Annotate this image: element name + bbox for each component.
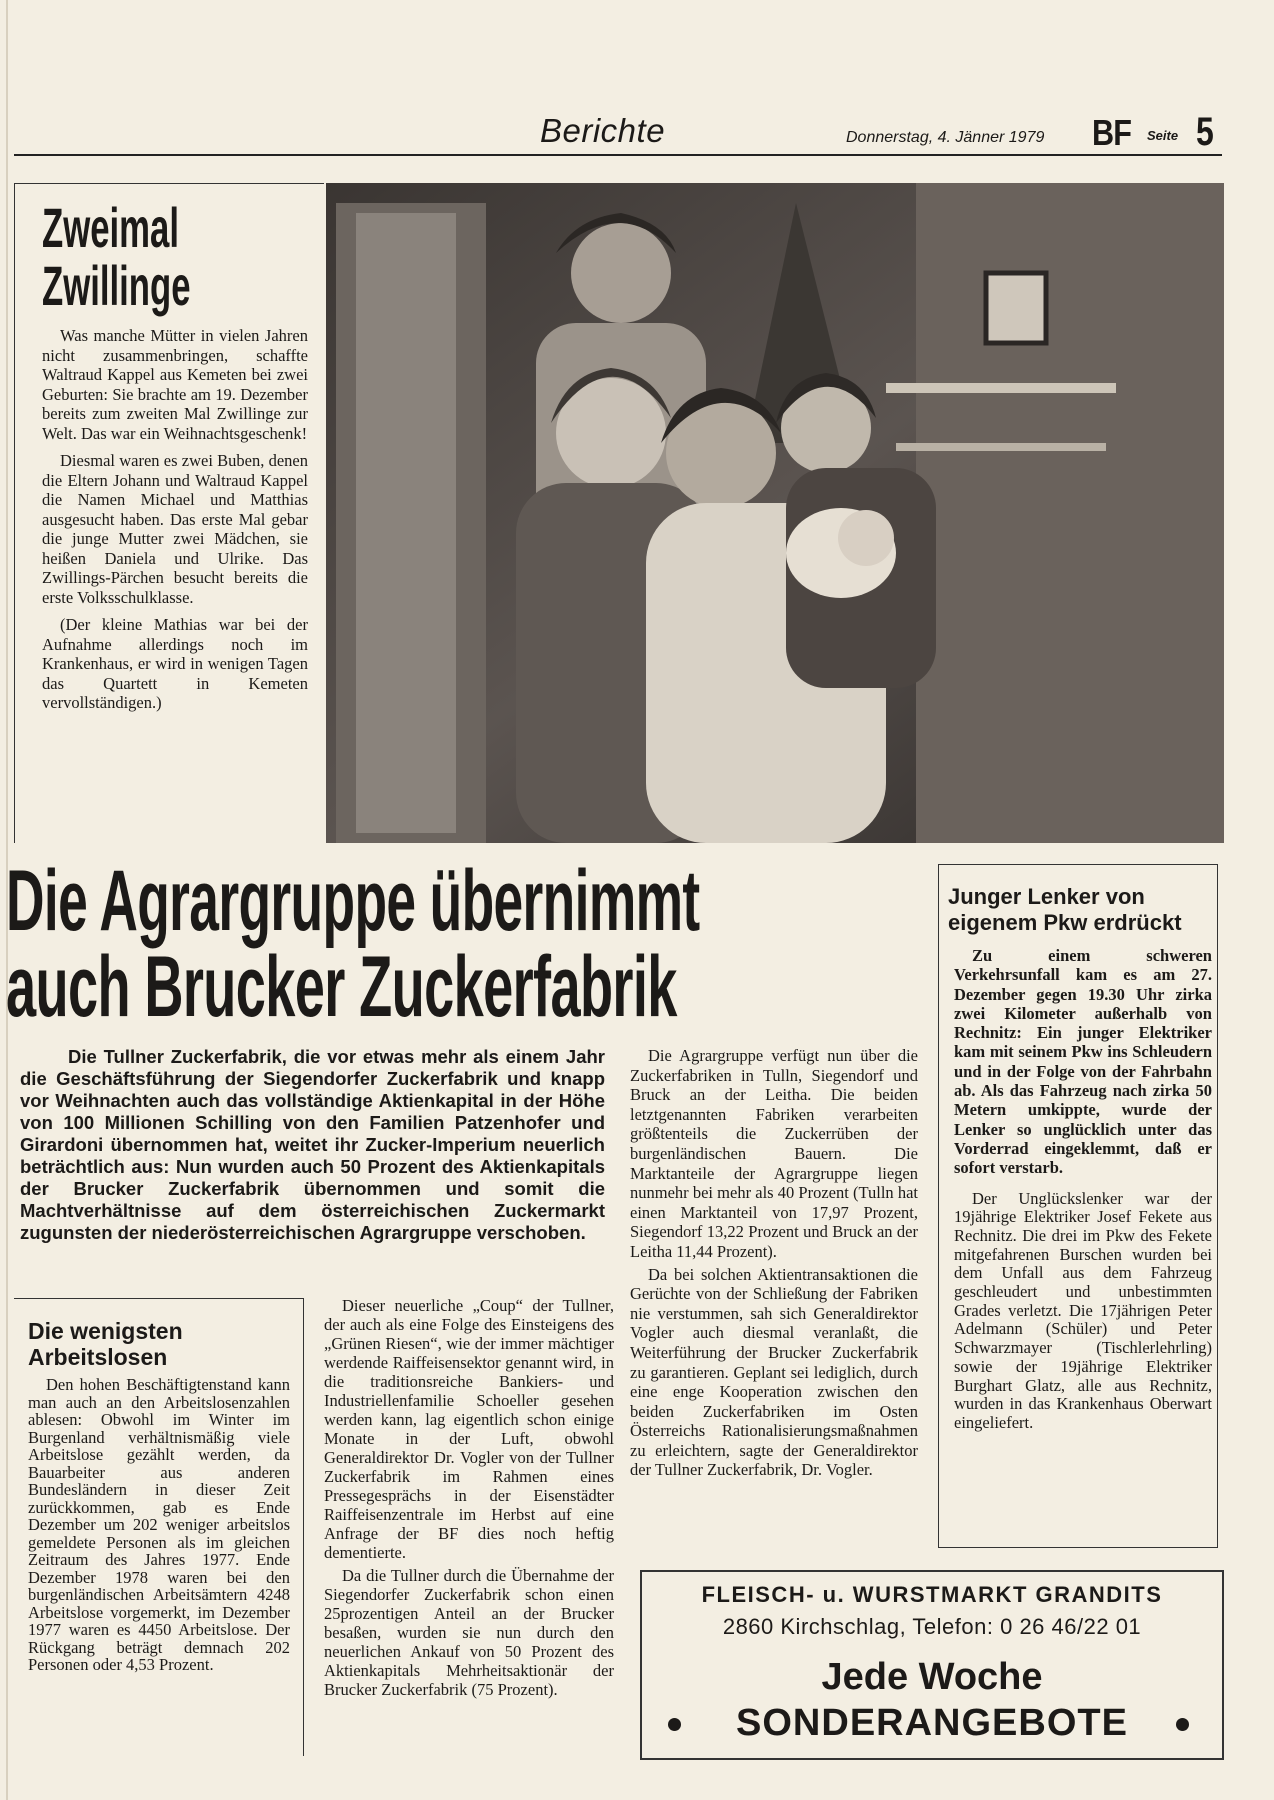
jobless-headline-2: Arbeitslosen <box>28 1344 168 1370</box>
ad-weekly: Jede Woche <box>821 1656 1043 1698</box>
ad-specials: SONDERANGEBOTE <box>736 1702 1128 1744</box>
twins-paragraph: Was manche Mütter in vielen Jahren nicht zusammenbringen, schaffte Waltraud Kappel aus Kemeten bei zwei Geburten: Sie brachte am 19. Dezember bereits zum zweiten Mal Zwillinge zur Welt. Das war ein Weihnachtsgeschenk! <box>42 326 308 443</box>
sugar-paragraph: Die Agrargruppe verfügt nun über die Zuckerfabriken in Tulln, Siegendorf und Bruck an der Leitha. Die beiden letztgenannten Fabriken verarbeiten größtenteils die Zuckerrüben der burgenländischen Bauern. Die Marktanteile der Agrargruppe liegen nunmehr bei mehr als 40 Prozent (Tulln hat einen Marktanteil von 17,97 Prozent, Siegendorf 13,22 Prozent und Bruck an der Leitha 11,44 Prozent). <box>630 1046 918 1261</box>
jobless-text <box>28 1376 290 1674</box>
twins-headline-1: Zweimal <box>42 196 180 259</box>
jobless-headline-1: Die wenigsten <box>28 1318 183 1344</box>
accident-paragraph: Der Unglückslenker war der 19jährige Elektriker Josef Fekete aus Rechnitz. Die drei im Pkw des Fekete mitgefahrenen Burschen wurden bei dem Unfall aus dem Fahrzeug geschleudert und unbestimmten Grades verletzt. Die 17jährigen Peter Adelmann (Schüler) und Peter Schwarzmayer (Tischlerlehrling) sowie der 19jährige Elektriker Burghart Glatz, alle aus Rechnitz, wurden in das Krankenhaus Oberwart eingeliefert. <box>954 1188 1212 1432</box>
accident-text <box>954 946 1212 1433</box>
twins-headline-2: Zwillinge <box>42 254 191 317</box>
sugar-paragraph: Dieser neuerliche „Coup“ der Tullner, der auch als eine Folge des Einsteigens des „Grünen Riesen“, wie der immer mächtiger werdende Raiffeisensektor genannt wird, in die traditionsreiche Bankiers- und Industriellenfamilie Schoeller gesehen werden kann, lag eigentlich schon einige Monate in der Luft, obwohl Generaldirektor Dr. Vogler von der Tullner Zuckerfabrik im Rahmen eines Pressegesprächs in der Eisenstädter Raiffeisenzentrale im Herbst auf eine Anfrage der BF dies noch heftig dementierte. <box>324 1296 614 1562</box>
seite-label: Seite <box>1147 128 1179 143</box>
ad-address: 2860 Kirchschlag, Telefon: 0 26 46/22 01 <box>722 1614 1142 1639</box>
jobless-paragraph: Den hohen Beschäftigtenstand kann man auch an den Arbeitslosenzahlen ablesen: Obwohl im Winter im Burgenland verhältnismäßig viele Arbeitslose gezählt werden, da Bauarbeiter aus anderen Bundesländern in dieser Zeit zurückkommen, gab es Ende Dezember um 202 weniger arbeitslos gemeldete Personen als im gleichen Zeitraum des Jahres 1977. Ende Dezember 1978 waren bei den burgenländischen Arbeitsämtern 4248 Arbeitslose vorgemerkt, im Dezember 1977 waren es 4450 Arbeitslose. Der Rückgang beträgt demnach 202 Personen oder 4,53 Prozent. <box>28 1375 290 1674</box>
sugar-headline-1: Die Agrargruppe übernimmt <box>6 853 700 949</box>
sugar-paragraph: Da bei solchen Aktientransaktionen die Gerüchte von der Schließung der Fabriken nie verstummen, sah sich Generaldirektor Vogler auch diesmal veranlaßt, die Weiterführung der Brucker Zuckerfabrik zu garantieren. Geplant sei lediglich, durch eine enge Kooperation zwischen den beiden Zuckerfabriken im Osten Österreichs Rationalisierungsmaßnahmen zu erleichtern, sagte der Generaldirektor der Tullner Zuckerfabrik, Dr. Vogler. <box>630 1264 918 1480</box>
twins-paragraph: (Der kleine Mathias war bei der Aufnahme allerdings noch im Krankenhaus, er wird in wenigen Tagen das Quartett in Kemeten vervollständigen.) <box>42 615 308 712</box>
ad-shop-name: FLEISCH- u. WURSTMARKT GRANDITS <box>701 1582 1163 1607</box>
paper-logo: BF <box>1092 112 1132 153</box>
twins-paragraph: Diesmal waren es zwei Buben, denen die Eltern Johann und Waltraud Kappel die Namen Michael und Matthias ausgesucht haben. Das erste Mal gebar die junge Mutter zwei Mädchen, sie heißen Daniela und Ulrike. Das Zwillings-Pärchen besucht bereits die erste Volksschulklasse. <box>42 451 308 607</box>
ad-bullet-right <box>1176 1718 1189 1731</box>
accident-lead: Zu einem schweren Verkehrsunfall kam es am 27. Dezember gegen 19.30 Uhr zirka zwei Kilometer außerhalb von Rechnitz: Ein junger Elektriker kam mit seinem Pkw ins Schleudern und in der Folge von der Fahrbahn ab. Als das Fahrzeug nach zirka 50 Metern umkippte, wurde der Lenker so unglücklich unter das Vorderrad eingeklemmt, daß er sofort verstarb. <box>954 946 1212 1178</box>
sugar-middle-column <box>324 1296 614 1699</box>
sugar-headline-2: auch Brucker Zuckerfabrik <box>6 939 677 1035</box>
sugar-lead: Die Tullner Zuckerfabrik, die vor etwas mehr als einem Jahr die Geschäftsführung der Siegendorfer Zuckerfabrik und knapp vor Weihnachten auch das vollständige Aktienkapital in der Höhe von 100 Millionen Schilling von den Familien Patzenhofer und Girardoni übernommen hat, weitet ihr Zucker-Imperium neuerlich beträchtlich aus: Nun wurden auch 50 Prozent des Aktienkapitals der Brucker Zuckerfabrik übernommen und somit die Machtverhältnisse auf dem österreichischen Zuckermarkt zugunsten der niederösterreichischen Agrargruppe verschoben. <box>20 1046 605 1243</box>
family-photo <box>326 183 1224 843</box>
issue-date: Donnerstag, 4. Jänner 1979 <box>846 129 1045 146</box>
sugar-paragraph: Da die Tullner durch die Übernahme der Siegendorfer Zuckerfabrik schon einen 25prozentigen Anteil an der Brucker besaßen, wurden sie nun durch den neuerlichen Ankauf von 50 Prozent des Aktienkapitals Mehrheitsaktionär der Brucker Zuckerfabrik (75 Prozent). <box>324 1566 614 1699</box>
header-rule <box>14 154 1222 156</box>
twins-text <box>42 326 308 713</box>
accident-headline-1: Junger Lenker von <box>948 884 1145 909</box>
page-number: 5 <box>1196 110 1214 154</box>
accident-headline-2: eigenem Pkw erdrückt <box>948 910 1182 935</box>
section-label: Berichte <box>540 112 666 149</box>
sugar-right-column <box>630 1046 918 1480</box>
family-photo-graphic <box>326 183 1224 843</box>
